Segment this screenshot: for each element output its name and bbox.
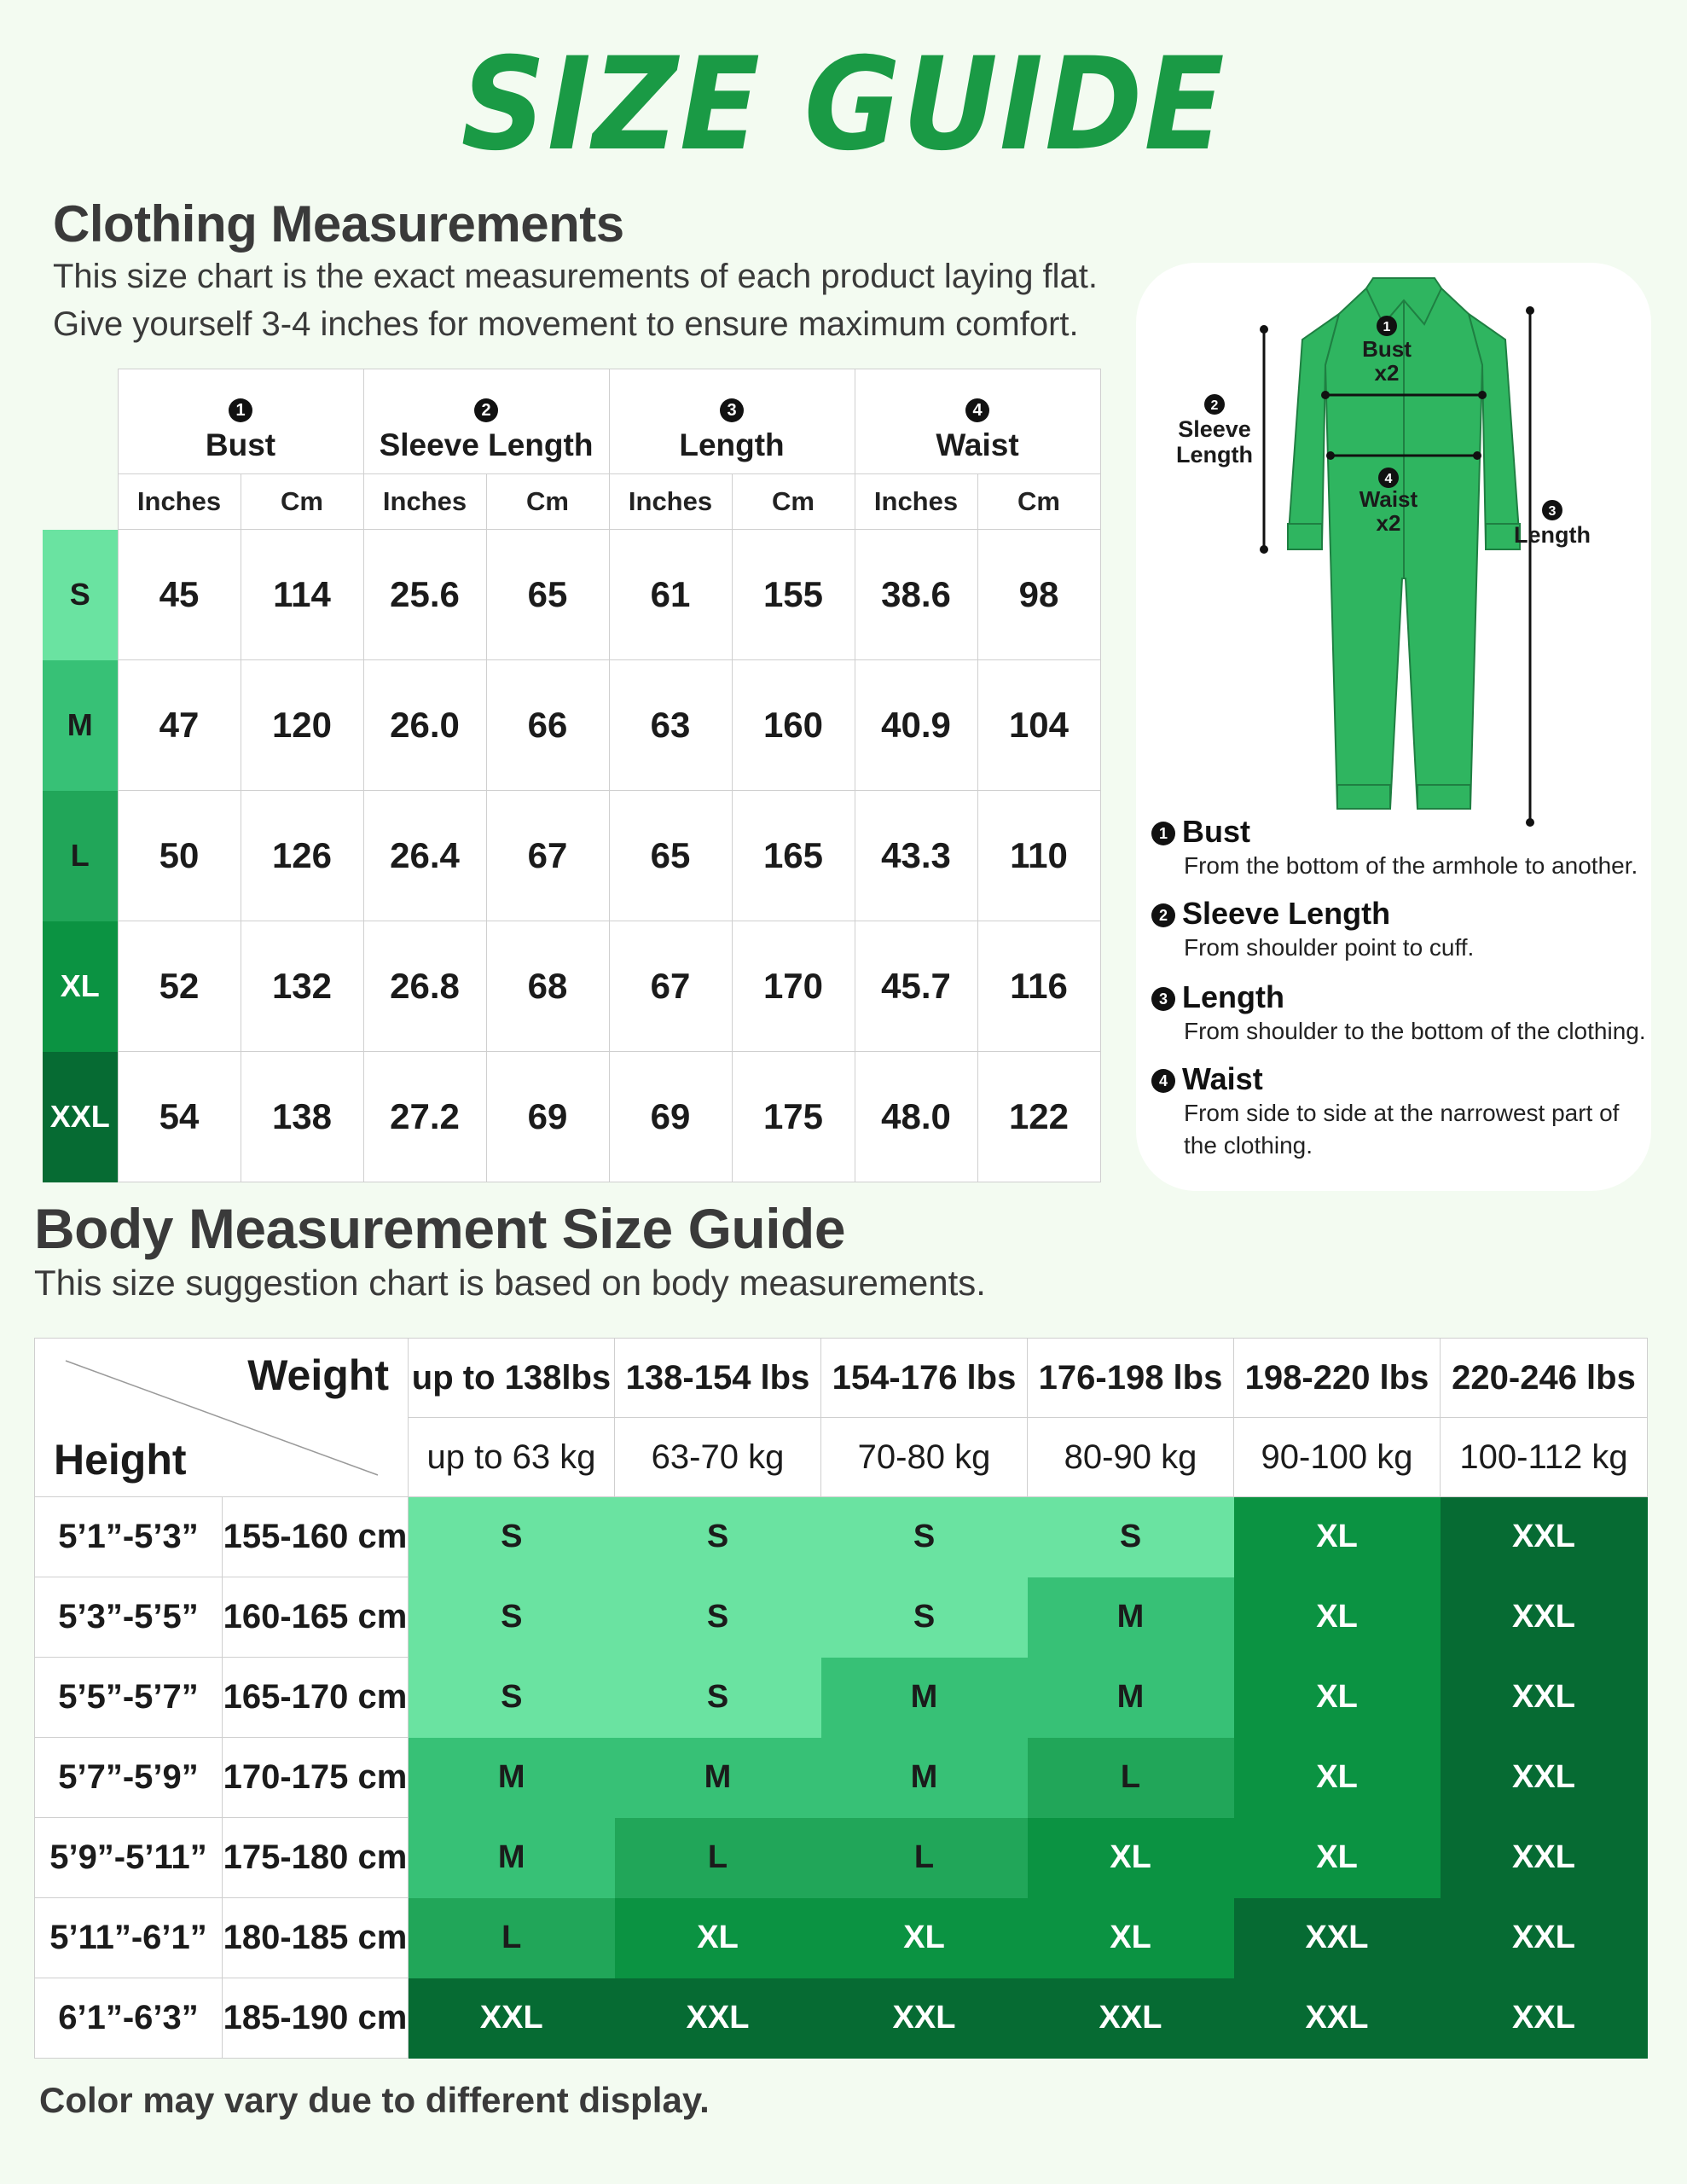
size-cell: XXL [1441, 1898, 1648, 1978]
measurement-cell: 155 [732, 530, 855, 660]
measurement-cell: 54 [118, 1052, 241, 1182]
col-num-0: 1 [229, 398, 252, 422]
definition-name: Waist [1182, 1061, 1263, 1096]
table-row [35, 1497, 1648, 1577]
size-cell: XXL [1441, 1497, 1648, 1577]
measurement-cell: 26.8 [363, 921, 486, 1052]
size-cell: M [1028, 1658, 1234, 1738]
weight-kg-header: 70-80 kg [821, 1418, 1028, 1497]
col-group-2 [609, 369, 855, 474]
measurement-cell: 52 [118, 921, 241, 1052]
weight-kg-header: 80-90 kg [1028, 1418, 1234, 1497]
size-cell: XL [1234, 1497, 1441, 1577]
measurement-cell: 26.0 [363, 660, 486, 791]
unit-inches: Inches [118, 474, 241, 530]
clothing-measurements-table [43, 369, 1101, 1182]
height-cm: 170-175 cm [223, 1738, 409, 1818]
measurement-cell: 65 [609, 791, 732, 921]
corner-blank [43, 369, 118, 474]
garment-diagram-card [1136, 263, 1651, 1191]
unit-cm: Cm [732, 474, 855, 530]
size-cell: S [615, 1658, 821, 1738]
size-cell: XL [1234, 1577, 1441, 1658]
definition-item [1151, 1061, 1646, 1162]
measurement-cell: 122 [977, 1052, 1100, 1182]
table-row [43, 921, 1100, 1052]
page-title: SIZE GUIDE [461, 31, 1226, 179]
table-row [35, 1577, 1648, 1658]
size-cell: M [821, 1658, 1028, 1738]
size-cell: S [821, 1577, 1028, 1658]
measurement-cell: 45.7 [855, 921, 977, 1052]
height-ft: 5’1”-5’3” [35, 1497, 223, 1577]
unit-inches: Inches [363, 474, 486, 530]
size-cell: XXL [1441, 1738, 1648, 1818]
measurement-cell: 160 [732, 660, 855, 791]
measurement-cell: 40.9 [855, 660, 977, 791]
weight-kg-header: 90-100 kg [1234, 1418, 1441, 1497]
measurement-cell: 38.6 [855, 530, 977, 660]
waist-label: Waist [1359, 486, 1418, 512]
height-ft: 5’5”-5’7” [35, 1658, 223, 1738]
body-size-table [34, 1338, 1648, 2059]
definition-name: Bust [1182, 814, 1250, 849]
measurement-cell: 25.6 [363, 530, 486, 660]
unit-cm: Cm [241, 474, 363, 530]
sleeve-label-2: Length [1176, 442, 1253, 468]
size-cell: M [1028, 1577, 1234, 1658]
measurement-cell: 126 [241, 791, 363, 921]
col-num-1: 2 [474, 398, 498, 422]
table-row [43, 1052, 1100, 1182]
measurement-cell: 67 [609, 921, 732, 1052]
size-cell: XL [1234, 1658, 1441, 1738]
definition-desc: From shoulder to the bottom of the clothing. [1184, 1018, 1646, 1044]
weight-kg-header: 63-70 kg [615, 1418, 821, 1497]
weight-lbs-header: up to 138lbs [409, 1339, 615, 1418]
length-num: 3 [1548, 504, 1557, 519]
measurement-cell: 67 [486, 791, 609, 921]
size-label: M [43, 660, 118, 791]
size-label: XXL [43, 1052, 118, 1182]
definition-num: 2 [1151, 903, 1175, 927]
definition-desc: the clothing. [1184, 1132, 1313, 1159]
measurement-cell: 132 [241, 921, 363, 1052]
footer-note: Color may vary due to different display. [39, 2080, 710, 2120]
size-cell: XL [1234, 1738, 1441, 1818]
height-cm: 165-170 cm [223, 1658, 409, 1738]
table-row [35, 1818, 1648, 1898]
measurement-cell: 114 [241, 530, 363, 660]
height-cm: 185-190 cm [223, 1978, 409, 2059]
size-cell: S [409, 1577, 615, 1658]
col-num-2: 3 [720, 398, 744, 422]
size-cell: XXL [1234, 1978, 1441, 2059]
clothing-heading: Clothing Measurements [53, 195, 624, 253]
height-ft: 5’3”-5’5” [35, 1577, 223, 1658]
corner-blank-2 [43, 474, 118, 530]
measurement-cell: 61 [609, 530, 732, 660]
length-label: Length [1514, 522, 1591, 548]
size-cell: XXL [1234, 1898, 1441, 1978]
weight-lbs-header: 220-246 lbs [1441, 1339, 1648, 1418]
measurement-cell: 48.0 [855, 1052, 977, 1182]
height-cm: 175-180 cm [223, 1818, 409, 1898]
size-cell: XL [1028, 1818, 1234, 1898]
unit-cm: Cm [977, 474, 1100, 530]
measurement-cell: 69 [609, 1052, 732, 1182]
definition-num: 3 [1151, 987, 1175, 1011]
coverall-diagram [1136, 263, 1651, 843]
clothing-line-1: This size chart is the exact measurements of each product laying flat. [53, 258, 1099, 295]
height-cm: 155-160 cm [223, 1497, 409, 1577]
body-heading: Body Measurement Size Guide [34, 1197, 846, 1260]
measurement-cell: 110 [977, 791, 1100, 921]
measurement-cell: 65 [486, 530, 609, 660]
measurement-cell: 120 [241, 660, 363, 791]
bust-num: 1 [1383, 320, 1391, 334]
height-cm: 180-185 cm [223, 1898, 409, 1978]
clothing-line-2: Give yourself 3-4 inches for movement to ensure maximum comfort. [53, 305, 1079, 343]
col-label-3: Waist [936, 427, 1019, 462]
size-cell: XXL [1441, 1818, 1648, 1898]
sleeve-num: 2 [1210, 398, 1219, 413]
definition-item [1151, 896, 1646, 964]
height-ft: 5’7”-5’9” [35, 1738, 223, 1818]
size-cell: XXL [615, 1978, 821, 2059]
measurement-cell: 69 [486, 1052, 609, 1182]
size-cell: M [615, 1738, 821, 1818]
measurement-cell: 66 [486, 660, 609, 791]
measurement-cell: 47 [118, 660, 241, 791]
height-label: Height [54, 1436, 187, 1484]
weight-kg-header: up to 63 kg [409, 1418, 615, 1497]
waist-x2: x2 [1376, 510, 1401, 536]
measurement-cell: 45 [118, 530, 241, 660]
bust-x2: x2 [1374, 360, 1400, 386]
col-group-1 [363, 369, 609, 474]
definition-desc: From side to side at the narrowest part of [1184, 1100, 1620, 1126]
measurement-cell: 27.2 [363, 1052, 486, 1182]
weight-kg-header: 100-112 kg [1441, 1418, 1648, 1497]
col-group-0 [118, 369, 363, 474]
size-cell: XL [1028, 1898, 1234, 1978]
definition-desc: From shoulder point to cuff. [1184, 934, 1475, 961]
definition-name: Length [1182, 979, 1284, 1014]
sleeve-label-1: Sleeve [1178, 416, 1251, 442]
height-cm: 160-165 cm [223, 1577, 409, 1658]
col-label-1: Sleeve Length [379, 427, 594, 462]
table-row [43, 660, 1100, 791]
table-row [35, 1738, 1648, 1818]
size-cell: S [1028, 1497, 1234, 1577]
size-cell: L [409, 1898, 615, 1978]
size-cell: L [1028, 1738, 1234, 1818]
size-cell: M [409, 1738, 615, 1818]
size-cell: S [615, 1497, 821, 1577]
size-cell: S [409, 1658, 615, 1738]
weight-lbs-header: 138-154 lbs [615, 1339, 821, 1418]
size-cell: XXL [1441, 1658, 1648, 1738]
definition-item [1151, 979, 1646, 1048]
table-row [35, 1978, 1648, 2059]
bust-label: Bust [1362, 336, 1412, 362]
size-cell: L [615, 1818, 821, 1898]
definition-item [1151, 814, 1646, 882]
size-label: S [43, 530, 118, 660]
size-cell: XXL [821, 1978, 1028, 2059]
weight-lbs-header: 176-198 lbs [1028, 1339, 1234, 1418]
unit-inches: Inches [855, 474, 977, 530]
measurement-cell: 43.3 [855, 791, 977, 921]
size-cell: S [409, 1497, 615, 1577]
size-cell: S [615, 1577, 821, 1658]
measurement-cell: 63 [609, 660, 732, 791]
size-cell: L [821, 1818, 1028, 1898]
size-cell: M [821, 1738, 1028, 1818]
waist-num: 4 [1384, 472, 1393, 486]
col-label-0: Bust [205, 427, 276, 462]
size-label: XL [43, 921, 118, 1052]
size-cell: XL [615, 1898, 821, 1978]
size-cell: XXL [409, 1978, 615, 2059]
weight-lbs-header: 154-176 lbs [821, 1339, 1028, 1418]
measurement-cell: 68 [486, 921, 609, 1052]
unit-inches: Inches [609, 474, 732, 530]
definition-name: Sleeve Length [1182, 896, 1391, 931]
size-label: L [43, 791, 118, 921]
height-ft: 5’9”-5’11” [35, 1818, 223, 1898]
definition-num: 1 [1151, 822, 1175, 845]
measurement-cell: 170 [732, 921, 855, 1052]
size-cell: XXL [1028, 1978, 1234, 2059]
col-group-3 [855, 369, 1100, 474]
definition-num: 4 [1151, 1069, 1175, 1093]
size-cell: XXL [1441, 1577, 1648, 1658]
col-num-3: 4 [965, 398, 989, 422]
measurement-cell: 175 [732, 1052, 855, 1182]
measurement-cell: 98 [977, 530, 1100, 660]
weight-lbs-header: 198-220 lbs [1234, 1339, 1441, 1418]
weight-label: Weight [247, 1351, 389, 1399]
size-cell: XXL [1441, 1978, 1648, 2059]
weight-height-corner [35, 1339, 409, 1497]
measurement-cell: 104 [977, 660, 1100, 791]
measurement-cell: 26.4 [363, 791, 486, 921]
measurement-cell: 116 [977, 921, 1100, 1052]
height-ft: 5’11”-6’1” [35, 1898, 223, 1978]
measurement-cell: 50 [118, 791, 241, 921]
measurement-cell: 138 [241, 1052, 363, 1182]
col-label-2: Length [679, 427, 785, 462]
size-cell: S [821, 1497, 1028, 1577]
body-line: This size suggestion chart is based on body measurements. [34, 1263, 986, 1303]
table-row [35, 1658, 1648, 1738]
height-ft: 6’1”-6’3” [35, 1978, 223, 2059]
table-row [43, 530, 1100, 660]
unit-cm: Cm [486, 474, 609, 530]
definition-desc: From the bottom of the armhole to another. [1184, 852, 1638, 879]
table-row [35, 1898, 1648, 1978]
measurement-cell: 165 [732, 791, 855, 921]
size-cell: XL [1234, 1818, 1441, 1898]
size-cell: XL [821, 1898, 1028, 1978]
size-cell: M [409, 1818, 615, 1898]
table-row [43, 791, 1100, 921]
